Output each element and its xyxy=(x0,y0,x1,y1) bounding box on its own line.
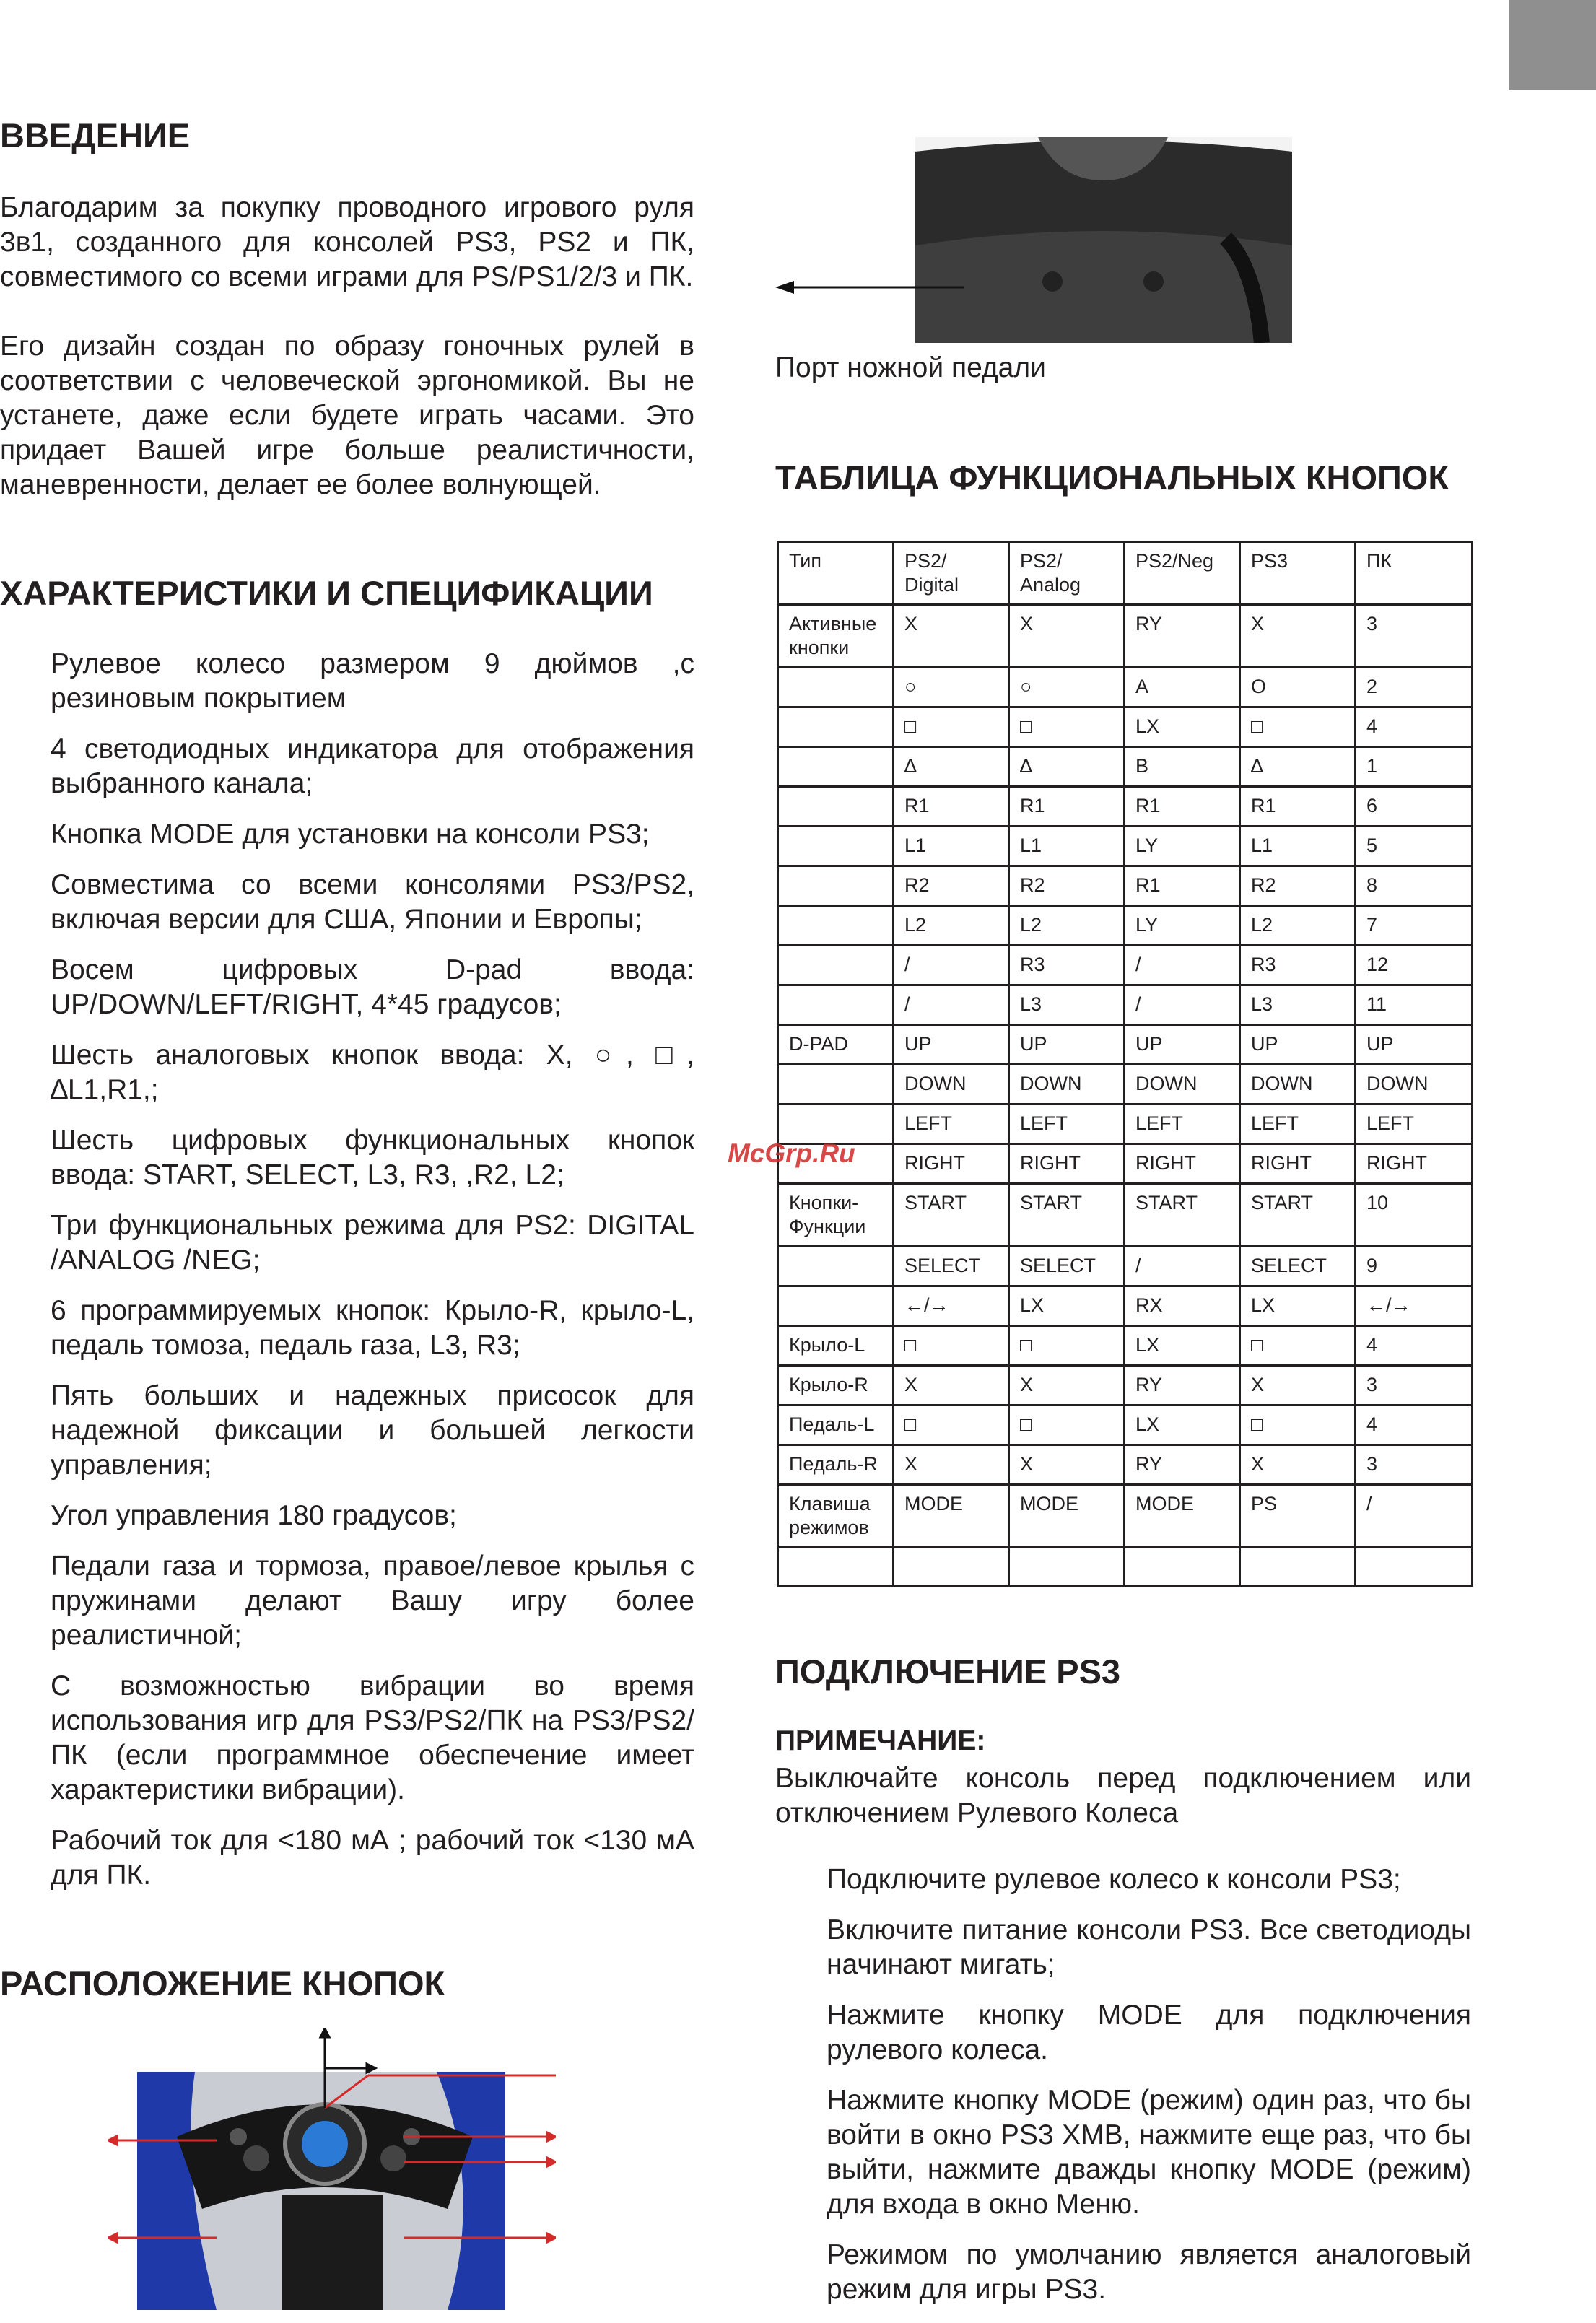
table-cell: L2 xyxy=(1009,906,1125,946)
pedal-port-arrow xyxy=(775,276,964,298)
table-cell: X xyxy=(894,605,1009,668)
table-cell: R2 xyxy=(1009,866,1125,906)
table-row xyxy=(778,985,1473,1025)
table-cell: ∆ xyxy=(1009,747,1125,787)
ps3-step: Режимом по умолчанию является аналоговый режим для игры PS3. xyxy=(827,2239,1471,2305)
table-cell: LX xyxy=(1240,1286,1356,1326)
table-cell: □ xyxy=(1009,1405,1125,1445)
table-cell: RIGHT xyxy=(1125,1144,1240,1184)
table-cell: ←/→ xyxy=(1356,1286,1473,1326)
table-row xyxy=(778,1485,1473,1548)
page-corner-tab xyxy=(1509,0,1596,90)
table-cell: LY xyxy=(1125,906,1240,946)
table-cell xyxy=(894,1548,1009,1586)
table-cell xyxy=(778,1548,894,1586)
table-cell xyxy=(778,668,894,707)
table-cell: □ xyxy=(894,707,1009,747)
table-row xyxy=(778,1065,1473,1104)
table-cell: RY xyxy=(1125,1366,1240,1405)
specs-list xyxy=(51,647,694,1909)
table-cell: X xyxy=(1009,1366,1125,1405)
table-cell xyxy=(778,827,894,866)
table-cell: B xyxy=(1125,747,1240,787)
table-cell: □ xyxy=(894,1326,1009,1366)
table-cell: / xyxy=(894,985,1009,1025)
table-cell: Крыло-R xyxy=(778,1366,894,1405)
table-cell: 12 xyxy=(1356,946,1473,985)
table-cell: □ xyxy=(1240,707,1356,747)
table-cell: ∆ xyxy=(1240,747,1356,787)
table-row xyxy=(778,707,1473,747)
table-cell: / xyxy=(1125,1247,1240,1286)
table-cell: X xyxy=(1240,1366,1356,1405)
intro-paragraph-2: Его дизайн создан по образу гоночных рулей в соответствии с человеческой эргономикой. Вы не устанете, даже если будете играть часами. Это придает Вашей игре больше реалистичности, маневренности, делает ее более волнующей. xyxy=(0,331,694,500)
spec-item: Рабочий ток для <180 мА ; рабочий ток <130 мА для ПК. xyxy=(51,1825,694,1891)
table-cell: START xyxy=(894,1184,1009,1247)
table-cell: 10 xyxy=(1356,1184,1473,1247)
table-cell: □ xyxy=(894,1405,1009,1445)
table-cell: 4 xyxy=(1356,707,1473,747)
table-cell: DOWN xyxy=(1356,1065,1473,1104)
table-cell: SELECT xyxy=(1240,1247,1356,1286)
table-cell: R3 xyxy=(1240,946,1356,985)
table-cell: 8 xyxy=(1356,866,1473,906)
table-cell: ○ xyxy=(894,668,1009,707)
spec-item: 6 программируемых кнопок: Крыло-R, крыло-L, педаль томоза, педаль газа, L3, R3; xyxy=(51,1295,694,1361)
table-row xyxy=(778,946,1473,985)
table-cell: RIGHT xyxy=(1356,1144,1473,1184)
table-cell: MODE xyxy=(1125,1485,1240,1548)
table-cell: LX xyxy=(1125,707,1240,747)
table-cell: L2 xyxy=(894,906,1009,946)
table-cell: UP xyxy=(1009,1025,1125,1065)
table-cell: 5 xyxy=(1356,827,1473,866)
table-cell: L1 xyxy=(1009,827,1125,866)
spec-item: Восем цифровых D-pad ввода: UP/DOWN/LEFT/RIGHT, 4*45 градусов; xyxy=(51,954,694,1020)
spec-item: Рулевое колесо размером 9 дюймов ,с резиновым покрытием xyxy=(51,648,694,714)
table-row xyxy=(778,1184,1473,1247)
table-cell: R1 xyxy=(894,787,1009,827)
table-cell: 3 xyxy=(1356,605,1473,668)
table-cell: / xyxy=(1356,1485,1473,1548)
ps3-step: Нажмите кнопку MODE (режим) один раз, что бы войти в окно PS3 XMB, нажмите еще раз, что бы выйти, нажмите дважды кнопку MODE (режим) для входа в окно Меню. xyxy=(827,2085,1471,2220)
table-cell: □ xyxy=(1009,1326,1125,1366)
table-cell: Педаль-R xyxy=(778,1445,894,1485)
table-header-row xyxy=(778,542,1473,605)
table-cell: / xyxy=(1125,946,1240,985)
table-row xyxy=(778,1405,1473,1445)
table-cell: L3 xyxy=(1009,985,1125,1025)
table-cell: Активные кнопки xyxy=(778,605,894,668)
table-cell: X xyxy=(1009,605,1125,668)
table-row xyxy=(778,827,1473,866)
table-cell: / xyxy=(894,946,1009,985)
table-cell: LEFT xyxy=(1125,1104,1240,1144)
spec-item: Кнопка MODE для установки на консоли PS3; xyxy=(51,819,650,850)
table-cell: Клавиша режимов xyxy=(778,1485,894,1548)
table-header-cell: Тип xyxy=(778,542,894,605)
table-cell: ○ xyxy=(1009,668,1125,707)
table-cell: 7 xyxy=(1356,906,1473,946)
table-cell: PS xyxy=(1240,1485,1356,1548)
table-cell: RIGHT xyxy=(1009,1144,1125,1184)
table-cell: L3 xyxy=(1240,985,1356,1025)
table-cell: □ xyxy=(1240,1405,1356,1445)
table-row xyxy=(778,1286,1473,1326)
table-cell xyxy=(778,1065,894,1104)
table-cell: Педаль-L xyxy=(778,1405,894,1445)
table-cell xyxy=(778,946,894,985)
spec-item: С возможностью вибрации во время использования игр для PS3/PS2/ПК на PS3/PS2/ПК (если программное обеспечение имеет характеристики вибрации). xyxy=(51,1670,694,1805)
table-cell xyxy=(778,866,894,906)
table-cell: 11 xyxy=(1356,985,1473,1025)
table-cell: LX xyxy=(1009,1286,1125,1326)
table-cell xyxy=(778,747,894,787)
intro-paragraph-1: Благодарим за покупку проводного игрового руля 3в1, созданного для консолей PS3, PS2 и ПК, совместимого со всеми играми для PS/PS1/2/3 и ПК. xyxy=(0,192,694,292)
table-row xyxy=(778,866,1473,906)
table-cell: ∆ xyxy=(894,747,1009,787)
table-row xyxy=(778,1247,1473,1286)
table-cell: SELECT xyxy=(1009,1247,1125,1286)
spec-item: Педали газа и тормоза, правое/левое крылья с пружинами делают Вашу игру более реалистичной; xyxy=(51,1551,694,1651)
table-row xyxy=(778,747,1473,787)
table-cell: MODE xyxy=(894,1485,1009,1548)
spec-item: Угол управления 180 градусов; xyxy=(51,1500,457,1531)
table-row xyxy=(778,668,1473,707)
table-cell: Кнопки- Функции xyxy=(778,1184,894,1247)
table-cell: 4 xyxy=(1356,1405,1473,1445)
table-cell: 3 xyxy=(1356,1445,1473,1485)
table-cell: 4 xyxy=(1356,1326,1473,1366)
table-row xyxy=(778,906,1473,946)
table-cell: R3 xyxy=(1009,946,1125,985)
table-cell: 3 xyxy=(1356,1366,1473,1405)
spec-item: Совместима со всеми консолями PS3/PS2, включая версии для США, Японии и Европы; xyxy=(51,869,694,935)
steering-wheel-image xyxy=(108,2028,556,2310)
intro-heading: ВВЕДЕНИЕ xyxy=(0,116,191,154)
spec-item: Пять больших и надежных присосок для надежной фиксации и большей легкости управления; xyxy=(51,1380,694,1481)
watermark: McGrp.Ru xyxy=(728,1138,855,1168)
table-row xyxy=(778,787,1473,827)
table-row xyxy=(778,1366,1473,1405)
table-cell: DOWN xyxy=(894,1065,1009,1104)
specs-heading: ХАРАКТЕРИСТИКИ И СПЕЦИФИКАЦИИ xyxy=(0,574,653,612)
table-header-cell: ПК xyxy=(1356,542,1473,605)
table-cell xyxy=(1356,1548,1473,1586)
table-cell: UP xyxy=(1125,1025,1240,1065)
table-cell: X xyxy=(1240,1445,1356,1485)
table-cell: LY xyxy=(1125,827,1240,866)
table-cell: UP xyxy=(894,1025,1009,1065)
table-cell: LEFT xyxy=(1009,1104,1125,1144)
table-row xyxy=(778,1025,1473,1065)
table-cell: O xyxy=(1240,668,1356,707)
table-cell: 1 xyxy=(1356,747,1473,787)
table-cell: 6 xyxy=(1356,787,1473,827)
table-cell: / xyxy=(1125,985,1240,1025)
table-cell xyxy=(1125,1548,1240,1586)
pedal-port-caption: Порт ножной педали xyxy=(775,352,1046,383)
table-header-cell: PS2/ Digital xyxy=(894,542,1009,605)
table-cell: RIGHT xyxy=(1240,1144,1356,1184)
table-cell: R1 xyxy=(1009,787,1125,827)
table-row xyxy=(778,1144,1473,1184)
table-cell: 2 xyxy=(1356,668,1473,707)
spec-item: 4 светодиодных индикатора для отображения выбранного канала; xyxy=(51,733,694,799)
table-cell xyxy=(778,787,894,827)
spec-item: Шесть аналоговых кнопок ввода: X, ○, □, ∆L1,R1,; xyxy=(51,1040,694,1105)
table-cell: R1 xyxy=(1125,866,1240,906)
table-cell: X xyxy=(894,1445,1009,1485)
table-cell: UP xyxy=(1240,1025,1356,1065)
table-cell: DOWN xyxy=(1009,1065,1125,1104)
table-cell: RX xyxy=(1125,1286,1240,1326)
table-cell: Крыло-L xyxy=(778,1326,894,1366)
function-table-heading: ТАБЛИЦА ФУНКЦИОНАЛЬНЫХ КНОПОК xyxy=(775,458,1449,497)
table-cell: A xyxy=(1125,668,1240,707)
table-cell: R1 xyxy=(1125,787,1240,827)
table-row xyxy=(778,1445,1473,1485)
table-cell xyxy=(778,1247,894,1286)
table-cell: L1 xyxy=(1240,827,1356,866)
table-cell: X xyxy=(894,1366,1009,1405)
table-cell: R2 xyxy=(894,866,1009,906)
table-cell: X xyxy=(1240,605,1356,668)
ps3-step: Подключите рулевое колесо к консоли PS3; xyxy=(827,1864,1401,1895)
table-row xyxy=(778,1548,1473,1586)
table-cell: □ xyxy=(1009,707,1125,747)
table-cell xyxy=(778,1286,894,1326)
table-header-cell: PS2/ Analog xyxy=(1009,542,1125,605)
table-cell: L1 xyxy=(894,827,1009,866)
table-header-cell: PS2/Neg xyxy=(1125,542,1240,605)
table-cell: MODE xyxy=(1009,1485,1125,1548)
table-row xyxy=(778,605,1473,668)
table-cell: LX xyxy=(1125,1405,1240,1445)
table-cell: ←/→ xyxy=(894,1286,1009,1326)
table-cell: R2 xyxy=(1240,866,1356,906)
table-cell xyxy=(1240,1548,1356,1586)
table-cell xyxy=(1009,1548,1125,1586)
table-cell: L2 xyxy=(1240,906,1356,946)
note-label: ПРИМЕЧАНИЕ: xyxy=(775,1725,986,1756)
pedal-port-image xyxy=(915,137,1292,343)
spec-item: Три функциональных режима для PS2: DIGITAL /ANALOG /NEG; xyxy=(51,1210,694,1276)
table-cell xyxy=(778,985,894,1025)
table-cell: SELECT xyxy=(894,1247,1009,1286)
table-cell: LEFT xyxy=(1240,1104,1356,1144)
table-row xyxy=(778,1104,1473,1144)
ps3-steps-list xyxy=(827,1862,1471,2323)
table-cell xyxy=(778,906,894,946)
table-cell: UP xyxy=(1356,1025,1473,1065)
table-header-cell: PS3 xyxy=(1240,542,1356,605)
table-cell: R1 xyxy=(1240,787,1356,827)
table-cell: LEFT xyxy=(894,1104,1009,1144)
button-layout-heading: РАСПОЛОЖЕНИЕ КНОПОК xyxy=(0,1964,445,2002)
table-cell: X xyxy=(1009,1445,1125,1485)
table-cell: RIGHT xyxy=(894,1144,1009,1184)
ps3-heading: ПОДКЛЮЧЕНИЕ PS3 xyxy=(775,1652,1121,1691)
table-cell: RY xyxy=(1125,1445,1240,1485)
table-cell: DOWN xyxy=(1125,1065,1240,1104)
table-cell: START xyxy=(1009,1184,1125,1247)
table-cell: LX xyxy=(1125,1326,1240,1366)
table-cell: 9 xyxy=(1356,1247,1473,1286)
table-cell: LEFT xyxy=(1356,1104,1473,1144)
ps3-step: Нажмите кнопку MODE для подключения рулевого колеса. xyxy=(827,2000,1471,2065)
function-buttons-table xyxy=(777,541,1473,1587)
table-cell: START xyxy=(1240,1184,1356,1247)
spec-item: Шесть цифровых функциональных кнопок ввода: START, SELECT, L3, R3, ,R2, L2; xyxy=(51,1125,694,1190)
table-cell xyxy=(778,707,894,747)
table-cell: DOWN xyxy=(1240,1065,1356,1104)
table-row xyxy=(778,1326,1473,1366)
table-cell: RY xyxy=(1125,605,1240,668)
table-cell: START xyxy=(1125,1184,1240,1247)
ps3-step: Включите питание консоли PS3. Все светодиоды начинают мигать; xyxy=(827,1914,1471,1980)
table-cell: □ xyxy=(1240,1326,1356,1366)
table-cell: D-PAD xyxy=(778,1025,894,1065)
note-text: Выключайте консоль перед подключением или отключением Рулевого Колеса xyxy=(775,1763,1471,1829)
